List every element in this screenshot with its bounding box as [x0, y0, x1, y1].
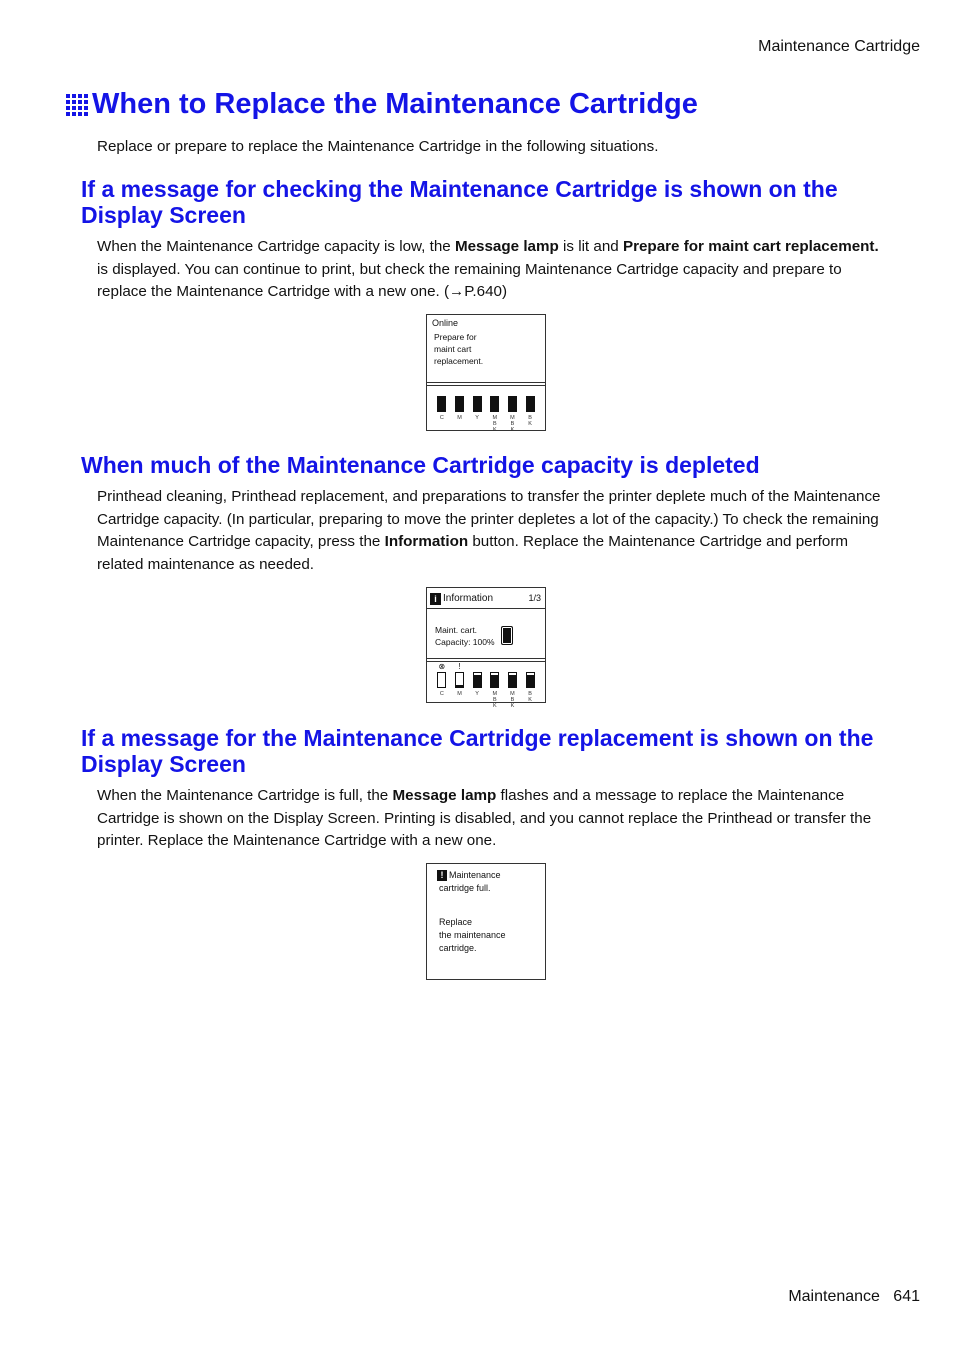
- ink-tank-icon: [437, 672, 446, 688]
- ink-tank-indicator: [505, 396, 519, 433]
- ink-color-label: M: [457, 691, 462, 697]
- ink-tank-icon: [437, 396, 446, 412]
- ink-tank-indicator: [435, 396, 449, 433]
- intro-paragraph: Replace or prepare to replace the Maintenance Cartridge in the following situations.: [97, 138, 659, 155]
- info-page-indicator: 1/3: [528, 592, 541, 603]
- ink-tank-indicator: [470, 396, 484, 433]
- ink-level-row: [427, 396, 545, 433]
- ink-tank-icon: [508, 396, 517, 412]
- ink-tank-indicator: [488, 396, 502, 433]
- ink-tank-indicator: [488, 662, 502, 709]
- section-heading-capacity-depleted: When much of the Maintenance Cartridge capacity is depleted: [81, 452, 760, 478]
- ink-tank-icon: [455, 672, 464, 688]
- grid-bullet-icon: [66, 94, 88, 116]
- lcd-message-line: Prepare for: [434, 331, 477, 342]
- ink-color-label: M B K: [492, 415, 498, 433]
- page-footer: [788, 1288, 920, 1306]
- status-text: Online: [432, 318, 459, 328]
- section-paragraph-replacement-message: When the Maintenance Cartridge is full, the Message lamp flashes and a message to replace the Maintenance Cartridge is shown on the Display Screen. Printing is disabled, and you cannot replace the Printhead or transfer the printer. Replace the Maintenance Cartridge with a new one.: [97, 787, 872, 850]
- lcd-message-line: replacement.: [434, 355, 484, 366]
- ink-color-label: B K: [528, 415, 532, 427]
- section-paragraph-check-message: When the Maintenance Cartridge capacity is low, the Message lamp is lit and Prepare for maint cart replacement. is displayed. You can continue to print, but check the remaining Maintenance Cartridge capacity and prepare to replace the Maintenance Cartridge with a new one. (→P.640): [97, 238, 879, 301]
- ink-color-label: Y: [475, 691, 479, 697]
- ink-tank-icon: [526, 396, 535, 412]
- running-header: Maintenance Cartridge: [758, 38, 920, 55]
- ink-color-label: C: [439, 415, 444, 421]
- ink-tank-icon: [526, 672, 535, 688]
- lcd-message-line: maint cart: [434, 343, 472, 354]
- info-icon: i: [430, 593, 441, 605]
- display-screen-cartridge-full: [426, 863, 546, 980]
- ink-tank-indicator: [452, 396, 466, 433]
- page-title-text: When to Replace the Maintenance Cartridge: [92, 88, 698, 120]
- lcd-warning-line: cartridge full.: [439, 882, 491, 893]
- maintenance-cartridge-icon: [501, 626, 513, 645]
- ink-tank-icon: [490, 672, 499, 688]
- ink-tank-icon: [473, 396, 482, 412]
- info-line: Capacity: 100%: [435, 636, 495, 647]
- ink-color-label: M B K: [510, 415, 515, 433]
- ink-tank-indicator: [452, 662, 466, 709]
- ink-tank-indicator: [435, 662, 449, 709]
- section-paragraph-capacity-depleted: Printhead cleaning, Printhead replacement, and preparations to transfer the printer deplete much of the Maintenance Cartridge capacity. (In particular, preparing to move the printer depletes a lot of the capacity.) To check the remaining Maintenance Cartridge capacity, press the Information button. Replace the Maintenance Cartridge and perform related maintenance as needed.: [97, 488, 881, 574]
- lcd-body-line: cartridge.: [439, 943, 477, 953]
- ink-color-label: C: [439, 691, 444, 697]
- ink-status-mark: ⊗: [438, 662, 446, 671]
- ink-tank-indicator: [523, 662, 537, 709]
- ink-color-label: B K: [528, 691, 532, 703]
- ink-tank-icon: [455, 396, 464, 412]
- ink-tank-indicator: [523, 396, 537, 433]
- ink-tank-icon: [473, 672, 482, 688]
- ink-status-mark: !: [458, 662, 461, 671]
- page-title: [66, 88, 698, 121]
- ink-color-label: Y: [475, 415, 479, 421]
- display-screen-information: [426, 587, 546, 709]
- lcd-warning-line: Maintenance: [449, 870, 501, 880]
- ink-tank-icon: [490, 396, 499, 412]
- info-title: Information: [443, 592, 494, 604]
- display-screen-prepare: [426, 314, 546, 431]
- ink-color-label: M B K: [510, 691, 515, 709]
- footer-chapter: Maintenance: [788, 1288, 880, 1305]
- ink-tank-icon: [508, 672, 517, 688]
- section-heading-check-message: If a message for checking the Maintenance Cartridge is shown on the Display Screen: [81, 176, 838, 228]
- ink-tank-indicator: [505, 662, 519, 709]
- ink-level-row: [427, 662, 545, 709]
- section-heading-replacement-message: If a message for the Maintenance Cartridge replacement is shown on the Display Screen: [81, 725, 874, 777]
- ink-color-label: M: [457, 415, 462, 421]
- lcd-body-line: Replace: [439, 917, 473, 927]
- ink-tank-indicator: [470, 662, 484, 709]
- lcd-body-line: the maintenance: [439, 930, 506, 940]
- info-line: Maint. cart.: [435, 624, 478, 635]
- ink-color-label: M B K: [492, 691, 498, 709]
- warning-icon: !: [437, 870, 447, 881]
- footer-page-number: 641: [893, 1288, 920, 1305]
